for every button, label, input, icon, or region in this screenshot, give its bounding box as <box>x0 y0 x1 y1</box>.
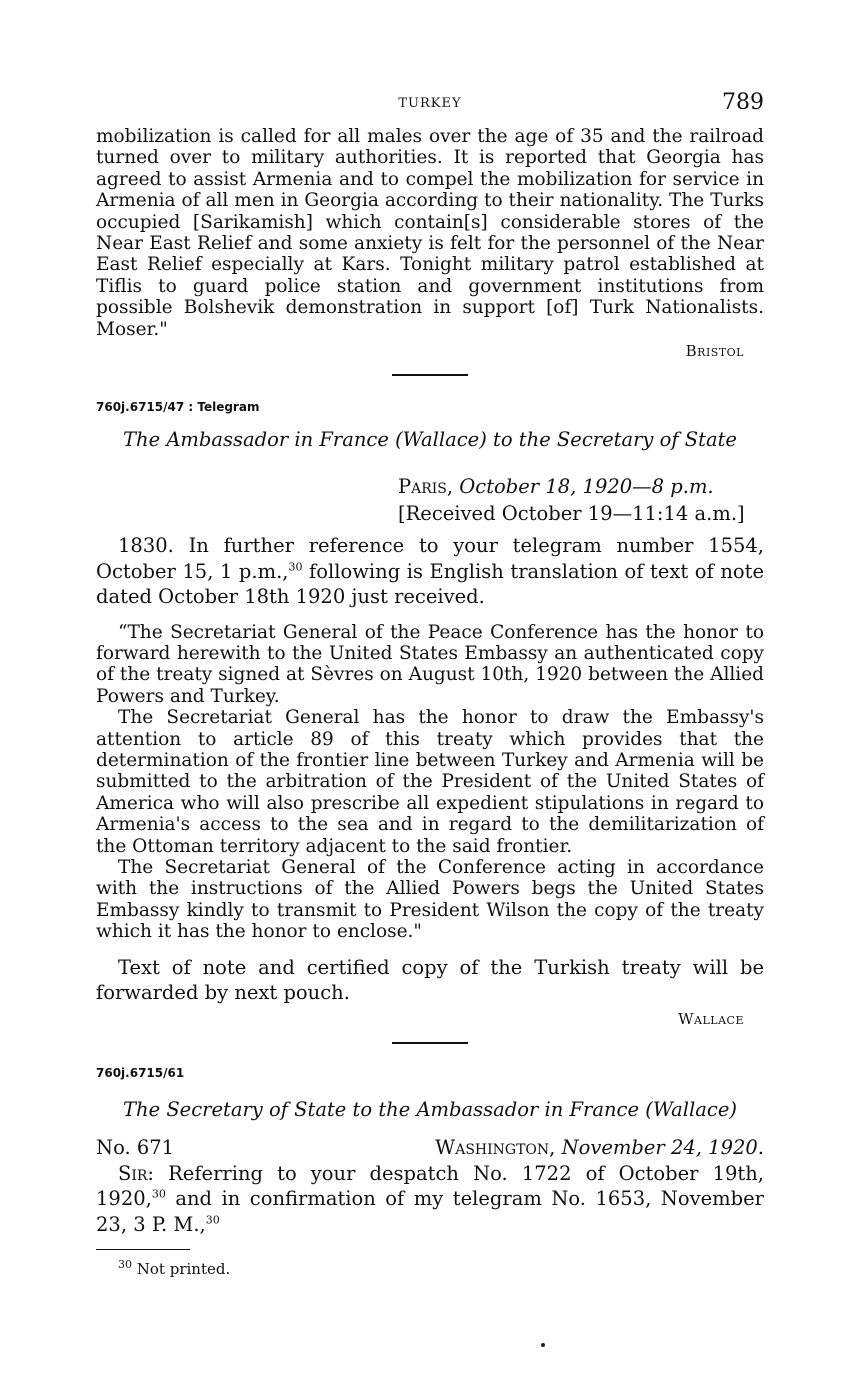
footnote-text: Not printed. <box>136 1260 231 1279</box>
despatch-place: Washington, <box>435 1135 556 1159</box>
despatch-number: No. 671 <box>96 1135 175 1159</box>
despatch-paragraph <box>96 1161 764 1238</box>
quote-paragraph: “The Secretariat General of the Peace Conference has the honor to forward herewith to the United States Embassy an authenticated copy of the treaty signed at Sèvres on August 10th, 1920 between the Allied Powers and Turkey. <box>96 621 764 707</box>
page-number: 789 <box>722 90 764 115</box>
footnote <box>118 1260 764 1278</box>
section-divider <box>392 1042 468 1044</box>
telegram-paragraph <box>96 533 764 610</box>
dateline-date: October 18, 1920—8 p.m. <box>459 475 714 499</box>
document-title: The Ambassador in France (Wallace) to the Secretary of State <box>123 428 737 452</box>
document-page <box>96 90 764 1278</box>
footnote-ref: 30 <box>151 1187 166 1201</box>
running-title: TURKEY <box>398 96 462 111</box>
document-title: The Secretary of State to the Ambassador in France (Wallace) <box>123 1097 737 1121</box>
signature-wallace: Wallace <box>678 1009 744 1028</box>
dateline <box>398 473 764 527</box>
section-divider <box>392 374 468 376</box>
footnote-ref: 30 <box>205 1213 220 1227</box>
page-mark <box>541 1343 545 1347</box>
quote-paragraph: The Secretariat General has the honor to draw the Embassy's attention to article 89 of this treaty which provides that the determination of the frontier line between Turkey and Armenia will be submitted to the arbitration of the President of the United States of America who will also prescribe all expedient stipulations in regard to Armenia's access to the sea and in regard to the demilitarization of the Ottoman territory adjacent to the said frontier. <box>96 707 764 857</box>
received-line: [Received October 19—11:14 a.m.] <box>398 502 745 526</box>
quoted-note <box>96 622 764 943</box>
paragraph-text: Referring to your despatch No. 1722 of October 19th, 1920, <box>96 1161 764 1211</box>
despatch-date: November 24, 1920. <box>561 1135 764 1159</box>
paragraph-text: and in confirmation of my telegram No. 1653, November 23, 3 P. M., <box>96 1187 764 1236</box>
file-reference: 760j.6715/47 : Telegram <box>96 400 260 415</box>
file-reference: 760j.6715/61 <box>96 1065 185 1080</box>
continuation-paragraph: mobilization is called for all males over the age of 35 and the railroad turned over to military authorities. It is reported that Georgia has agreed to assist Armenia and to compel the mobilization for service in Armenia of all men in Georgia according to their nationality. The Turks occupied [Sarikamish] which contain[s] considerable stores of the Near East Relief and some anxiety is felt for the personnel of the Near East Relief especially at Kars. Tonight military patrol established at Tiflis to guard police station and government institutions from possible Bolshevik demonstration in support [of] Turk Nationalists. Moser." <box>96 126 764 340</box>
signature-bristol: Bristol <box>685 342 744 361</box>
paragraph-text: 1830. In further reference to your telegram number 1554, October 15, 1 p.m., <box>96 534 764 583</box>
dateline-place: Paris, <box>398 475 454 499</box>
footnote-marker: 30 <box>118 1258 132 1272</box>
paragraph-text: following is English translation of text of note dated October 18th 1920 just received. <box>96 559 764 609</box>
closing-paragraph: Text of note and certified copy of the Turkish treaty will be forwarded by next pouch. <box>96 955 764 1005</box>
footnote-rule <box>96 1249 190 1250</box>
despatch-heading <box>96 1135 764 1161</box>
footnote-ref: 30 <box>288 560 303 574</box>
quote-paragraph: The Secretariat General of the Conference acting in accordance with the instructions of the Allied Powers begs the United States Embassy kindly to transmit to President Wilson the copy of the treaty which it has the honor to enclose." <box>96 857 764 943</box>
salutation: Sir: <box>118 1161 154 1185</box>
page-header <box>96 90 764 126</box>
